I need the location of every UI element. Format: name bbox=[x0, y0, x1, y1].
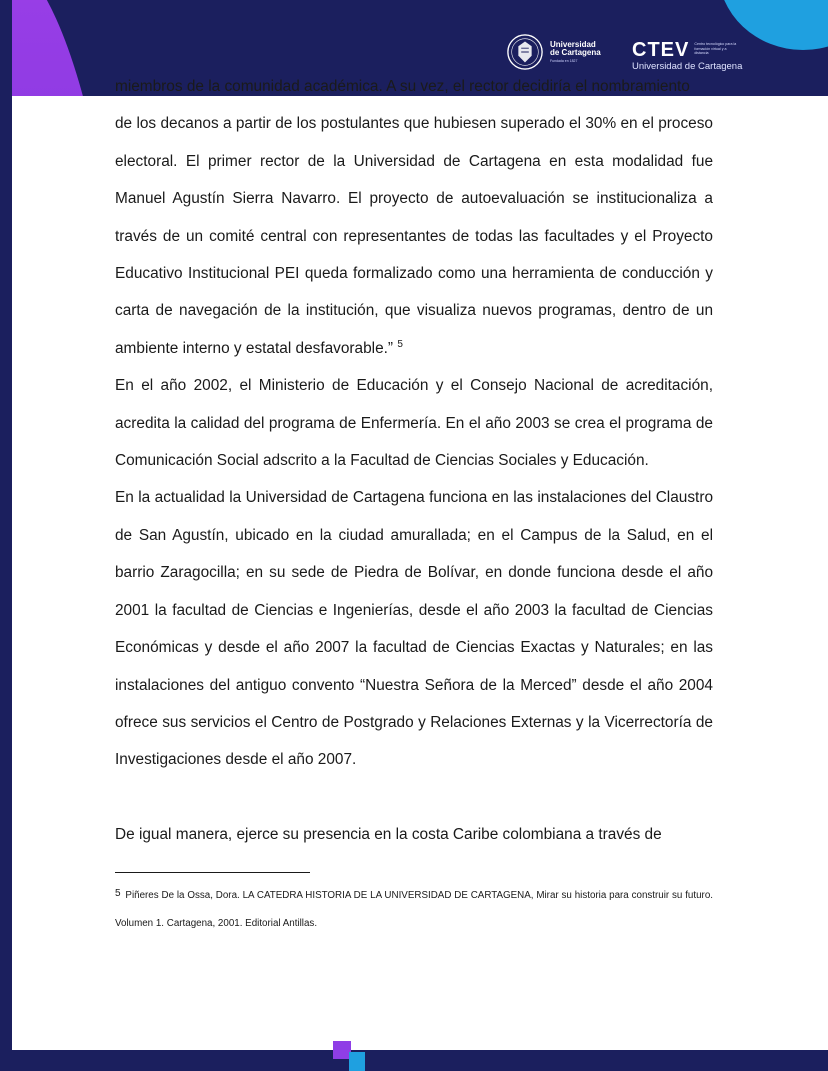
footnote bbox=[115, 880, 713, 938]
bottom-band bbox=[0, 1050, 828, 1071]
footnote-number: 5 bbox=[115, 888, 121, 899]
ctev-wordmark: CTEV bbox=[632, 39, 690, 61]
paragraph-1 bbox=[115, 105, 713, 367]
left-border-strip bbox=[0, 0, 12, 1071]
decorative-purple-arc bbox=[0, 0, 130, 96]
document-body bbox=[115, 68, 713, 853]
footnote-divider bbox=[115, 872, 310, 873]
clipped-top-line: miembros de la comunidad académica. A su vez, el rector decidiría el nombramiento bbox=[115, 78, 690, 95]
udc-tagline: Fundada en 1827 bbox=[550, 58, 578, 63]
footnote-text: Piñeres De la Ossa, Dora. LA CATEDRA HISTORIA DE LA UNIVERSIDAD DE CARTAGENA, Mirar su historia para construir su futuro. Volumen 1. Cartagena, 2001. Editorial Antillas. bbox=[115, 890, 713, 929]
paragraph-3: En la actualidad la Universidad de Cartagena funciona en las instalaciones del Claustro de San Agustín, ubicado en la ciudad amurallada; en el Campus de la Salud, en el barrio Zaragocilla; en su sede de Piedra de Bolívar, en donde funciona desde el año 2001 la facultad de Ciencias e Ingenierías, desde el año 2003 la facultad de Ciencias Económicas y desde el año 2007 la facultad de Ciencias Exactas y Naturales; en las instalaciones del antiguo convento “Nuestra Señora de la Merced” desde el año 2004 ofrece sus servicios el Centro de Postgrado y Relaciones Externas y la Vicerrectoría de Investigaciones desde el año 2007. bbox=[115, 489, 713, 769]
ctev-small-text: Centro tecnológico para la formación virtual y a distancia bbox=[694, 42, 737, 56]
udc-name-line1: Universidad bbox=[550, 39, 596, 49]
udc-name-line2: de Cartagena bbox=[550, 48, 601, 58]
ctev-subtitle: Universidad de Cartagena bbox=[632, 61, 743, 72]
paragraph-2: En el año 2002, el Ministerio de Educación y el Consejo Nacional de acreditación, acredita la calidad del programa de Enfermería. En el año 2003 se crea el programa de Comunicación Social adscrito a la Facultad de Ciencias Sociales y Educación. bbox=[115, 377, 713, 470]
footnote-reference: 5 bbox=[397, 338, 403, 350]
paragraph-4: De igual manera, ejerce su presencia en la costa Caribe colombiana a través de bbox=[115, 825, 662, 843]
paragraph-1-text: de los decanos a partir de los postulantes que hubiesen superado el 30% en el proceso electoral. El primer rector de la Universidad de Cartagena en esta modalidad fue Manuel Agustín Sierra Navarro. El proyecto de autoevaluación se institucionaliza a través de un comité central con representantes de todas las facultades y el Proyecto Educativo Institucional PEI queda formalizado como una herramienta de conducción y carta de navegación de la institución, que visualiza nuevos programas, dentro de un ambiente interno y estatal desfavorable.” bbox=[115, 115, 713, 357]
university-seal-icon bbox=[506, 33, 544, 71]
decorative-cyan-square bbox=[349, 1052, 365, 1071]
universidad-de-cartagena-logo bbox=[506, 33, 601, 71]
